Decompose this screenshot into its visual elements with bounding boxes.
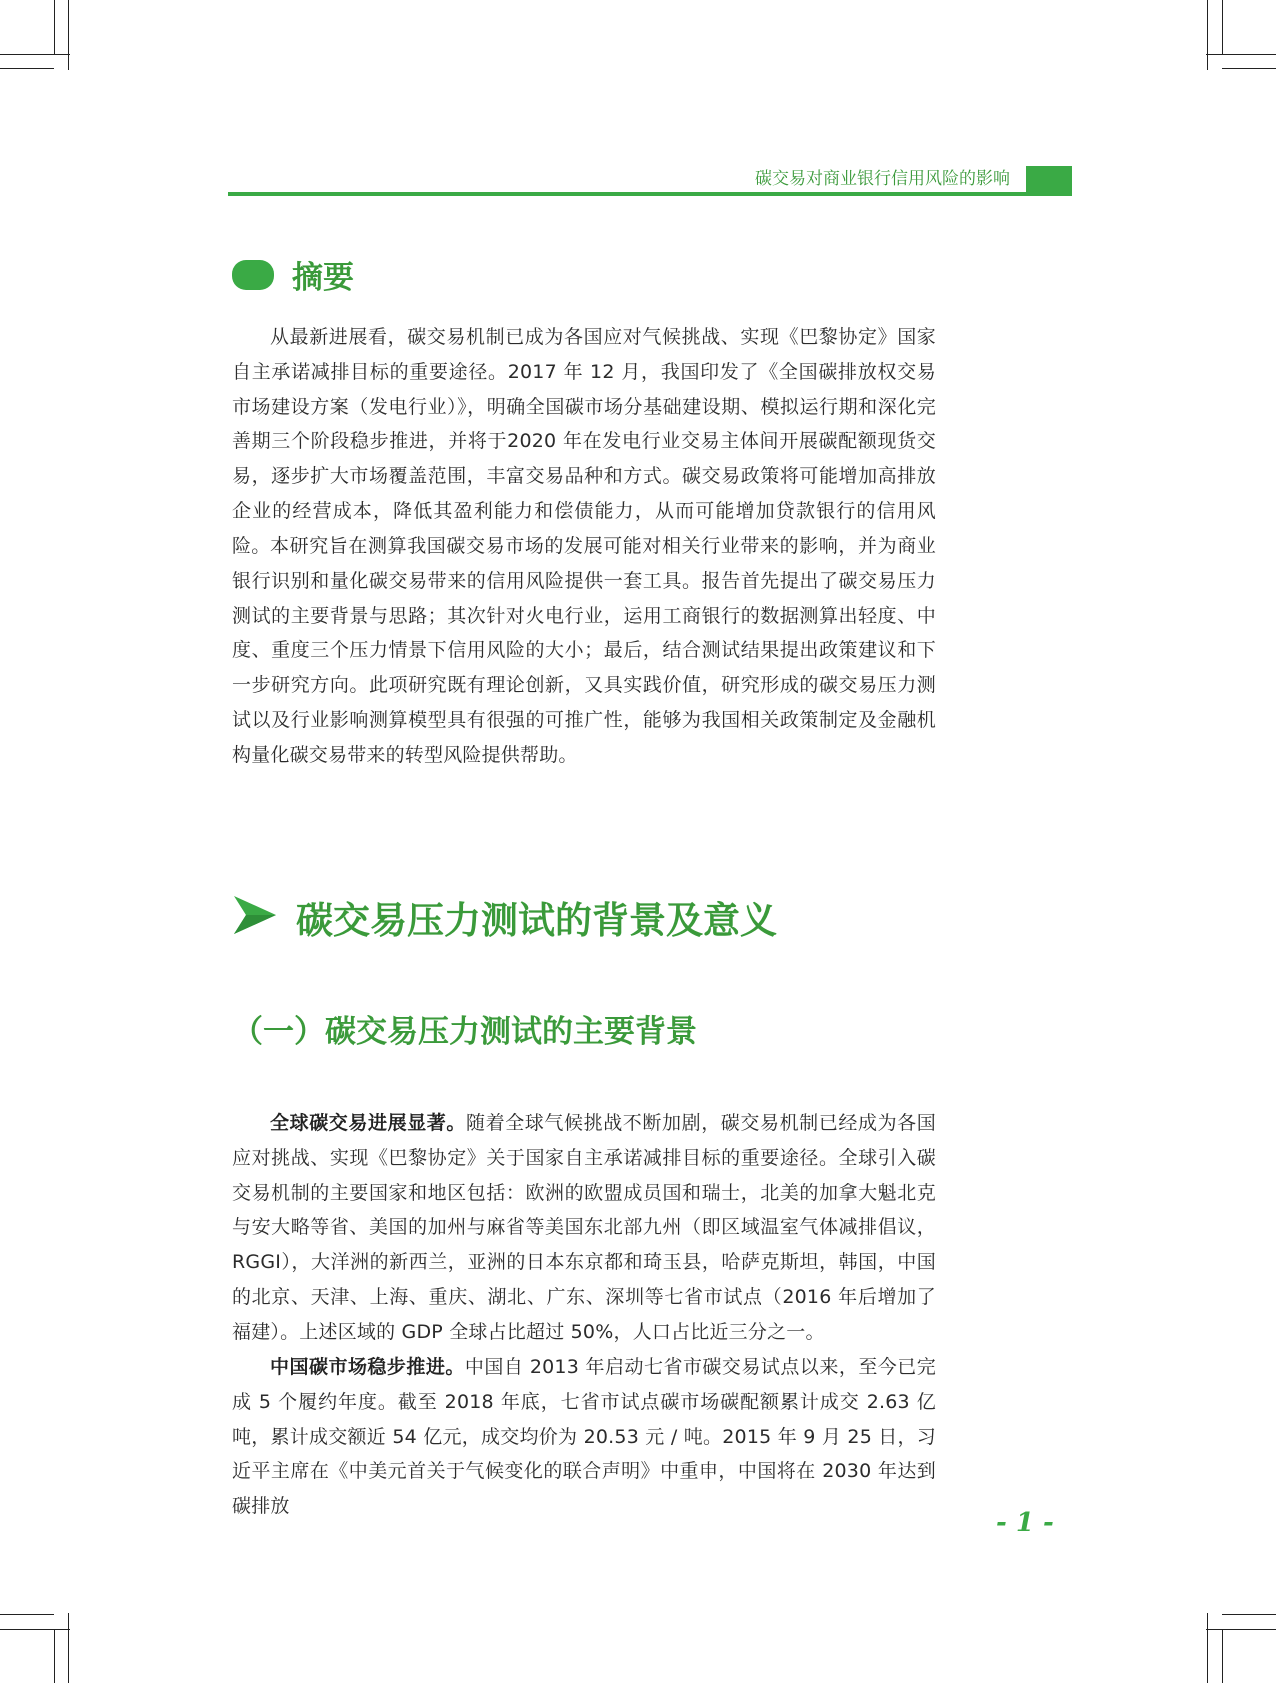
subsection-heading: （一）碳交易压力测试的主要背景 bbox=[232, 1014, 697, 1050]
abstract-badge-icon bbox=[232, 260, 274, 290]
page-number: - 1 - bbox=[996, 1508, 1054, 1538]
arrow-bullet-icon bbox=[232, 892, 278, 938]
paragraph-body: 中国自 2013 年启动七省市碳交易试点以来，至今已完成 5 个履约年度。截至 2018 年底，七省市试点碳市场碳配额累计成交 2.63 亿吨，累计成交额近 54 亿元，成交均价为 20.53 元 / 吨。2015 年 9 月 25 日，习近平主席在《中美元首关于气候变化的联合声明》中重申，中国将在 2030 年达到碳排放 bbox=[232, 1356, 936, 1518]
crop-mark-bl-v2 bbox=[54, 1629, 55, 1683]
crop-mark-tl-v2 bbox=[54, 0, 55, 54]
header-accent-block bbox=[1026, 166, 1072, 193]
paragraph-lead: 中国碳市场稳步推进。 bbox=[270, 1356, 465, 1378]
crop-mark-tr-v2 bbox=[1222, 0, 1223, 54]
section-heading: 碳交易压力测试的背景及意义 bbox=[296, 899, 777, 942]
crop-mark-br-v2 bbox=[1222, 1629, 1223, 1683]
crop-mark-tr-h bbox=[1222, 68, 1276, 69]
crop-mark-bl-v bbox=[68, 1613, 69, 1683]
crop-mark-br-h2 bbox=[1206, 1629, 1276, 1630]
crop-mark-tl-h bbox=[0, 68, 54, 69]
crop-mark-br-h bbox=[1222, 1614, 1276, 1615]
crop-mark-br-v bbox=[1207, 1613, 1208, 1683]
abstract-heading: 摘要 bbox=[292, 260, 354, 296]
body-paragraph-2 bbox=[232, 1350, 936, 1524]
body-paragraph-1 bbox=[232, 1106, 936, 1350]
crop-mark-tl-h2 bbox=[0, 54, 70, 55]
crop-mark-bl-h bbox=[0, 1614, 54, 1615]
crop-mark-bl-h2 bbox=[0, 1629, 70, 1630]
running-header-title: 碳交易对商业银行信用风险的影响 bbox=[755, 169, 1010, 189]
abstract-paragraph-1: 从最新进展看，碳交易机制已成为各国应对气候挑战、实现《巴黎协定》国家自主承诺减排目标的重要途径。2017 年 12 月，我国印发了《全国碳排放权交易市场建设方案（发电行业）》，明确全国碳市场分基础建设期、模拟运行期和深化完善期三个阶段稳步推进，并将于2020 年在发电行业交易主体间开展碳配额现货交易，逐步扩大市场覆盖范围，丰富交易品种和方式。碳交易政策将可能增加高排放企业的经营成本，降低其盈利能力和偿债能力，从而可能增加贷款银行的信用风险。 bbox=[232, 326, 936, 557]
abstract-paragraph-2: 本研究旨在测算我国碳交易市场的发展可能对相关行业带来的影响，并为商业银行识别和量化碳交易带来的信用风险提供一套工具。报告首先提出了碳交易压力测试的主要背景与思路；其次针对火电行业，运用工商银行的数据测算出轻度、中度、重度三个压力情景下信用风险的大小；最后，结合测试结果提出政策建议和下一步研究方向。此项研究既有理论创新，又具实践价值，研究形成的碳交易压力测试以及行业影响测算模型具有很强的可推广性，能够为我国相关政策制定及金融机构量化碳交易带来的转型风险提供帮助。 bbox=[232, 535, 936, 766]
crop-mark-tr-h2 bbox=[1206, 54, 1276, 55]
header-rule bbox=[228, 192, 1072, 196]
paragraph-body: 随着全球气候挑战不断加剧，碳交易机制已经成为各国应对挑战、实现《巴黎协定》关于国家自主承诺减排目标的重要途径。全球引入碳交易机制的主要国家和地区包括：欧洲的欧盟成员国和瑞士，北美的加拿大魁北克与安大略等省、美国的加州与麻省等美国东北部九州（即区域温室气体减排倡议，RGGI），大洋洲的新西兰，亚洲的日本东京都和琦玉县，哈萨克斯坦，韩国，中国的北京、天津、上海、重庆、湖北、广东、深圳等七省市试点（2016 年后增加了福建）。上述区域的 GDP 全球占比超过 50%，人口占比近三分之一。 bbox=[232, 1112, 936, 1343]
crop-mark-tr-v bbox=[1207, 0, 1208, 70]
paragraph-lead: 全球碳交易进展显著。 bbox=[270, 1112, 466, 1134]
crop-mark-tl-v bbox=[68, 0, 69, 70]
